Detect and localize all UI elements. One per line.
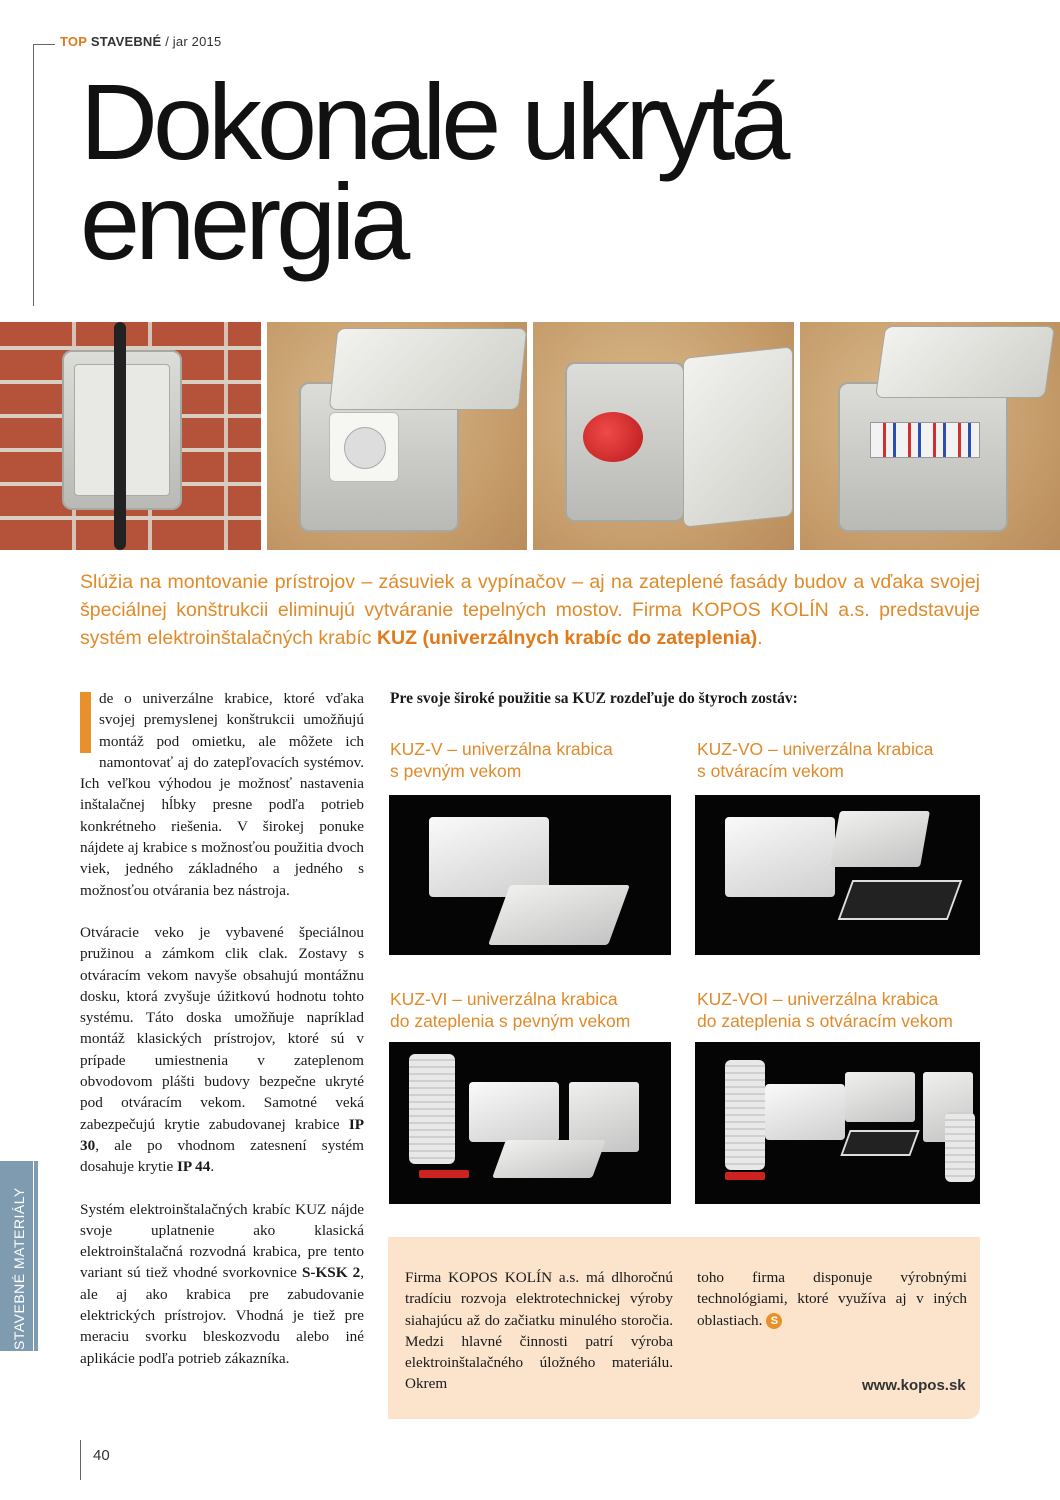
page-number: 40 — [93, 1447, 110, 1464]
kuz-v-caption — [390, 738, 613, 782]
page-number-rule — [80, 1440, 81, 1480]
article-title — [80, 61, 786, 282]
header-brand: TOP — [60, 34, 88, 49]
kuz-vo-line1: KUZ-VO – univerzálna krabica — [697, 739, 934, 759]
paragraph-3-text-c: , ale aj ako krabica pre zabudovanie elektrických prístrojov. Vhodná je tiež pre meraciu svorku bleskozvodu alebo iné aplikácie podľa potrieb zákazníka. — [80, 1264, 364, 1367]
kuz-v-line2: s pevným vekom — [390, 761, 522, 781]
photo-brick-wall-box — [0, 322, 261, 550]
website-link[interactable]: www.kopos.sk — [862, 1377, 966, 1394]
kuz-vo-caption — [697, 738, 933, 782]
photo-strip — [0, 322, 1060, 550]
title-line-1: Dokonale ukrytá — [80, 61, 786, 182]
section-side-label: STAVEBNÉ MATERIÁLY — [11, 1187, 27, 1350]
lead-text: Slúžia na montovanie prístrojov – zásuviek a vypínačov – aj na zateplené fasády budov a vďaka svojej špeciálnej konštrukcii eliminujú vytváranie tepelných mostov. Firma KOPOS KOLÍN a.s. predstavuje systém elektroinštalačných krabíc — [80, 571, 980, 649]
lead-end: . — [757, 627, 763, 649]
lead-highlight: KUZ (univerzálnych krabíc do zateplenia) — [376, 627, 758, 649]
paragraph-2 — [80, 922, 364, 1178]
drop-cap-bar — [80, 692, 91, 753]
end-of-article-icon: S — [766, 1313, 782, 1329]
kuz-voi-line1: KUZ-VOI – univerzálna krabica — [697, 989, 939, 1009]
paragraph-1-text: de o univerzálne krabice, ktoré vďaka svojej premyslenej konštrukcii umožňujú montáž pod omietku, ale môžete ich namontovať aj do zatepľovacích systémov. Ich veľkou výhodou je možnosť nastavenia inštalačnej hĺbky presne podľa potrieb konkrétneho riešenia. V širokej ponuke nájdete aj krabice s možnosťou použitia dvoch viek, jedného základného a jedného s možnosťou otvárania bez nástroja. — [80, 690, 364, 899]
product-image-kuz-vo — [695, 795, 980, 955]
running-header — [60, 34, 221, 49]
kuz-vo-line2: s otváracím vekom — [697, 761, 844, 781]
photo-red-knob-box — [533, 322, 794, 550]
paragraph-1 — [80, 688, 364, 901]
photo-socket-box — [267, 322, 528, 550]
kuz-vi-line1: KUZ-VI – univerzálna krabica — [390, 989, 618, 1009]
paragraph-3 — [80, 1199, 364, 1369]
paragraph-2-text-e: . — [210, 1158, 215, 1176]
photo-breaker-box — [800, 322, 1060, 550]
info-box-paragraph-2-text: toho firma disponuje výrobnými technológiami, ktoré využíva aj v iných oblastiach. — [697, 1269, 967, 1329]
kuz-voi-caption — [697, 988, 953, 1032]
header-magazine: STAVEBNÉ — [90, 34, 162, 49]
kuz-vi-line2: do zateplenia s pevným vekom — [390, 1011, 631, 1031]
s-ksk-bold: S-KSK 2 — [301, 1264, 361, 1282]
product-image-kuz-vi — [389, 1042, 671, 1204]
ip30-bold: IP 30 — [80, 1115, 364, 1154]
header-rule — [33, 44, 55, 45]
product-image-kuz-voi — [695, 1042, 980, 1204]
product-image-kuz-v — [389, 795, 671, 955]
info-box-paragraph-1: Firma KOPOS KOLÍN a.s. má dlhoročnú tradíciu rozvoja elektrotechnickej výroby siahajúcu až do začiatku minulého storočia. Medzi hlavné činnosti patrí výroba elektroinštalačného úložného materiálu. Okrem — [405, 1269, 673, 1393]
ip44-bold: IP 44 — [177, 1158, 211, 1176]
lead-paragraph — [80, 568, 980, 652]
paragraph-3-text-a: Systém elektroinštalačných krabíc KUZ nájde svoje uplatnenie ako klasická elektroinštalačná rozvodná krabica, pre tento variant sú tiež vhodné svorkovnice — [80, 1200, 364, 1282]
kuz-v-line1: KUZ-V – univerzálna krabica — [390, 739, 613, 759]
title-line-2: energia — [80, 161, 406, 282]
kuz-vi-caption — [390, 988, 630, 1032]
header-issue: / jar 2015 — [165, 34, 222, 49]
kuz-voi-line2: do zateplenia s otváracím vekom — [697, 1011, 953, 1031]
products-subheading: Pre svoje široké použitie sa KUZ rozdeľuje do štyroch zostáv: — [390, 690, 798, 707]
info-box-paragraph-2 — [697, 1267, 967, 1331]
paragraph-2-text-a: Otváracie veko je vybavené špeciálnou pružinou a zámkom clik clak. Zostavy s otváracím vekom navyše obsahujú montážnu dosku, ktorá zvyšuje úžitkovú hodnotu tohto systému. Táto doska umožňuje napríklad montáž klasických prístrojov, ktoré sú v prípade umiestnenia v zateplenom obvodovom plášti budovy bezpečne ukryté pod otváracím vekom. Samotné veká zabezpečujú krytie zabudovanej krabice — [80, 923, 364, 1133]
body-column-1 — [80, 688, 364, 1390]
title-rule — [33, 44, 34, 306]
paragraph-2-text-c: , ale po vhodnom zatesnení systém dosahuje krytie — [80, 1136, 364, 1176]
